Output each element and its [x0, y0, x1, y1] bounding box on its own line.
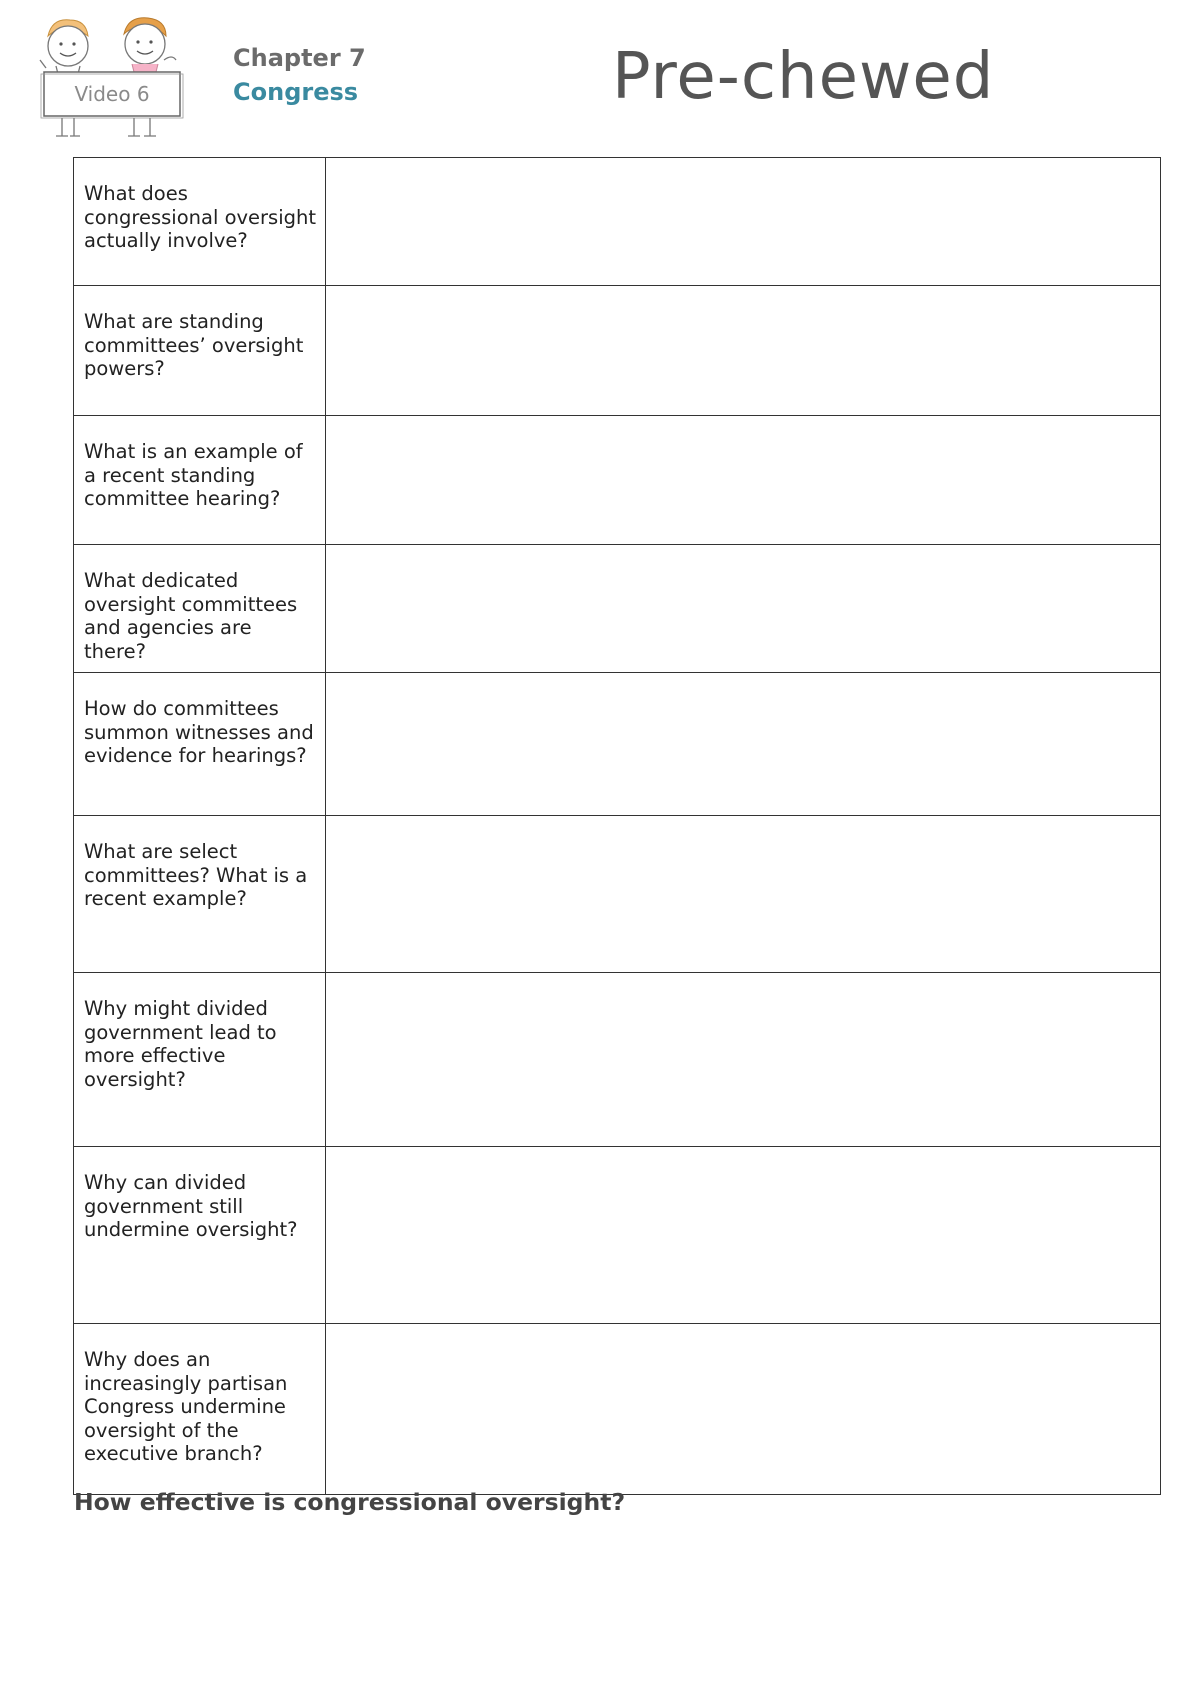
question-cell: What is an example of a recent standing committee hearing?	[74, 416, 326, 545]
question-cell: How do committees summon witnesses and evidence for hearings?	[74, 673, 326, 816]
question-cell: Why does an increasingly partisan Congress undermine oversight of the executive branch?	[74, 1324, 326, 1495]
table-row	[74, 673, 1161, 816]
answer-cell[interactable]	[326, 158, 1161, 286]
question-cell: What dedicated oversight committees and agencies are there?	[74, 545, 326, 673]
answer-cell[interactable]	[326, 1147, 1161, 1324]
question-cell: What does congressional oversight actually involve?	[74, 158, 326, 286]
table-row	[74, 158, 1161, 286]
answer-cell[interactable]	[326, 1324, 1161, 1495]
answer-cell[interactable]	[326, 673, 1161, 816]
table-row	[74, 416, 1161, 545]
table-row	[74, 1147, 1161, 1324]
cartoon-kids-logo	[38, 14, 198, 142]
table-row	[74, 286, 1161, 416]
chapter-heading: Chapter 7	[233, 44, 366, 72]
table-row	[74, 816, 1161, 973]
summary-question: How effective is congressional oversight?	[74, 1488, 626, 1516]
question-cell: Why can divided government still undermine oversight?	[74, 1147, 326, 1324]
table-row	[74, 973, 1161, 1147]
answer-cell[interactable]	[326, 973, 1161, 1147]
question-table	[73, 157, 1161, 1495]
logo-label: Video 6	[74, 82, 150, 106]
subject-heading: Congress	[233, 78, 359, 106]
question-cell: What are standing committees’ oversight powers?	[74, 286, 326, 416]
answer-cell[interactable]	[326, 816, 1161, 973]
page-title: Pre-chewed	[612, 40, 995, 114]
question-cell: What are select committees? What is a recent example?	[74, 816, 326, 973]
answer-cell[interactable]	[326, 416, 1161, 545]
answer-cell[interactable]	[326, 545, 1161, 673]
table-row	[74, 1324, 1161, 1495]
question-cell: Why might divided government lead to more effective oversight?	[74, 973, 326, 1147]
table-row	[74, 545, 1161, 673]
answer-cell[interactable]	[326, 286, 1161, 416]
